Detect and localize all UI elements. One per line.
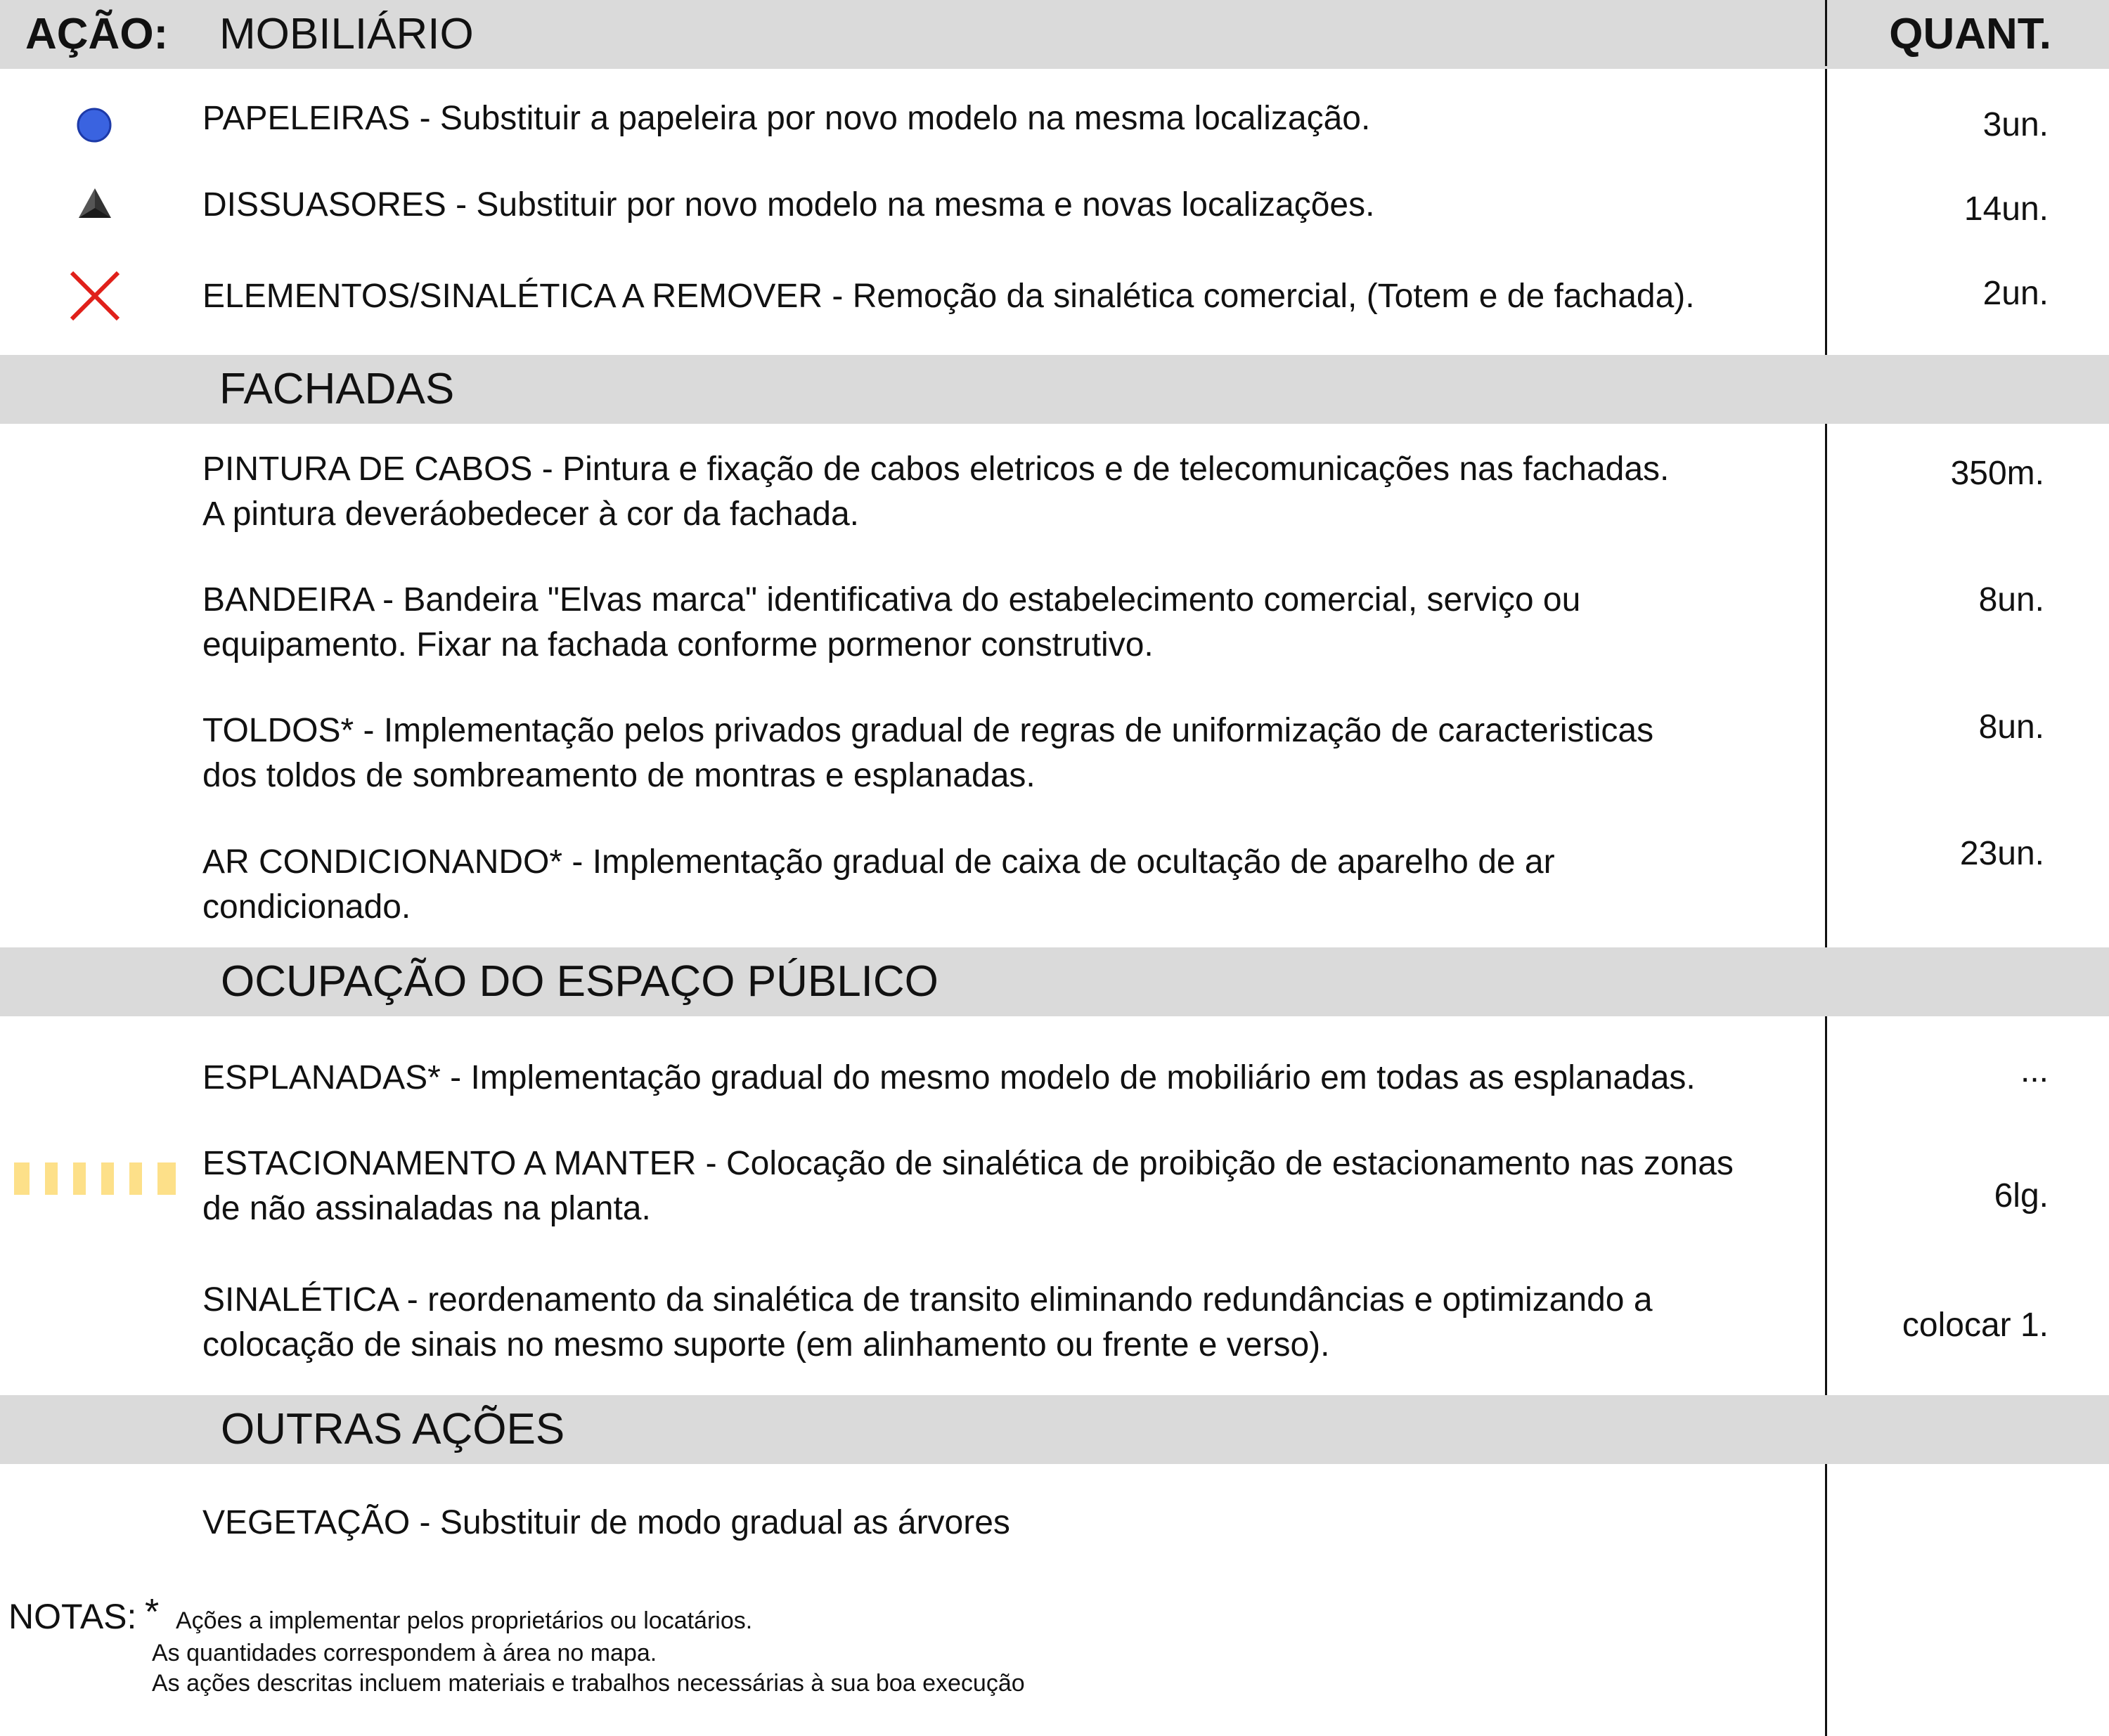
quantity-column-divider <box>1825 424 1827 947</box>
item-text-line: condicionado. <box>202 888 411 926</box>
list-item <box>202 274 1812 319</box>
list-item <box>202 96 1812 141</box>
note-line: As quantidades correspondem à área no mapa. <box>152 1640 657 1666</box>
quantity-column-divider <box>1825 1464 1827 1736</box>
item-text-line: equipamento. Fixar na fachada conforme pormenor construtivo. <box>202 626 1154 663</box>
list-item <box>202 447 1812 537</box>
list-item <box>202 1278 1812 1368</box>
item-text-line: SINALÉTICA - reordenamento da sinalética de transito eliminando redundâncias e optimizando a <box>202 1281 1653 1319</box>
item-quantity: 8un. <box>1978 708 2044 746</box>
item-text-line: PAPELEIRAS - Substituir a papeleira por novo modelo na mesma localização. <box>202 100 1371 137</box>
section-title-ocupacao: OCUPAÇÃO DO ESPAÇO PÚBLICO <box>221 957 939 1006</box>
item-text-line: DISSUASORES - Substituir por novo modelo na mesma e novas localizações. <box>202 186 1375 224</box>
notes-asterisk: * <box>145 1592 160 1633</box>
list-item <box>202 840 1812 930</box>
item-text-line: de não assinaladas na planta. <box>202 1190 651 1227</box>
section-title-mobiliario: MOBILIÁRIO <box>219 10 474 58</box>
acao-header-label: AÇÃO: <box>25 10 169 58</box>
quantity-column-divider <box>1825 69 1827 355</box>
list-item <box>202 1056 1812 1101</box>
quantity-column-divider <box>1825 1016 1827 1395</box>
notes-label: NOTAS: <box>8 1597 137 1636</box>
item-text-line: colocação de sinais no mesmo suporte (em alinhamento ou frente e verso). <box>202 1326 1330 1363</box>
item-text-line: dos toldos de sombreamento de montras e esplanadas. <box>202 757 1036 794</box>
item-quantity: 350m. <box>1950 455 2044 492</box>
note-line: As ações descritas incluem materiais e trabalhos necessárias à sua boa execução <box>152 1670 1025 1697</box>
yellow-dashed-line-icon <box>14 1161 177 1196</box>
item-text-line: A pintura deveráobedecer à cor da fachada. <box>202 495 859 533</box>
quantity-column-divider <box>1825 0 1827 66</box>
item-text-line: VEGETAÇÃO - Substituir de modo gradual as árvores <box>202 1504 1010 1541</box>
red-x-icon <box>69 270 121 322</box>
list-item <box>202 183 1812 228</box>
note-line: Ações a implementar pelos proprietários ou locatários. <box>176 1607 753 1634</box>
item-text-line: AR CONDICIONANDO* - Implementação gradual de caixa de ocultação de aparelho de ar <box>202 843 1555 881</box>
item-text-line: ESPLANADAS* - Implementação gradual do mesmo modelo de mobiliário em todas as esplanadas. <box>202 1059 1696 1096</box>
item-text-line: BANDEIRA - Bandeira "Elvas marca" identificativa do estabelecimento comercial, serviço ou <box>202 581 1581 618</box>
quant-header-label: QUANT. <box>1889 10 2051 58</box>
section-title-fachadas: FACHADAS <box>219 365 455 413</box>
item-quantity: 6lg. <box>1994 1177 2049 1214</box>
item-quantity: 8un. <box>1978 581 2044 618</box>
item-quantity: 3un. <box>1982 106 2049 143</box>
item-quantity: 2un. <box>1982 275 2049 312</box>
list-item <box>202 708 1812 798</box>
item-quantity: ... <box>2020 1052 2049 1089</box>
list-item <box>202 1501 1812 1546</box>
item-text-line: ESTACIONAMENTO A MANTER - Colocação de sinalética de proibição de estacionamento nas zonas <box>202 1145 1734 1182</box>
item-quantity: 23un. <box>1959 835 2044 872</box>
section-title-outras: OUTRAS AÇÕES <box>221 1405 565 1453</box>
list-item <box>202 1141 1812 1231</box>
blue-circle-icon <box>76 107 112 143</box>
item-text-line: ELEMENTOS/SINALÉTICA A REMOVER - Remoção da sinalética comercial, (Totem e de fachada). <box>202 278 1695 315</box>
item-text-line: TOLDOS* - Implementação pelos privados gradual de regras de uniformização de caracteristicas <box>202 712 1654 749</box>
item-quantity: 14un. <box>1963 190 2049 228</box>
item-text-line: PINTURA DE CABOS - Pintura e fixação de cabos eletricos e de telecomunicações nas fachadas. <box>202 451 1670 488</box>
dark-triangle-icon <box>77 187 112 219</box>
list-item <box>202 578 1812 668</box>
item-quantity: colocar 1. <box>1902 1307 2049 1344</box>
